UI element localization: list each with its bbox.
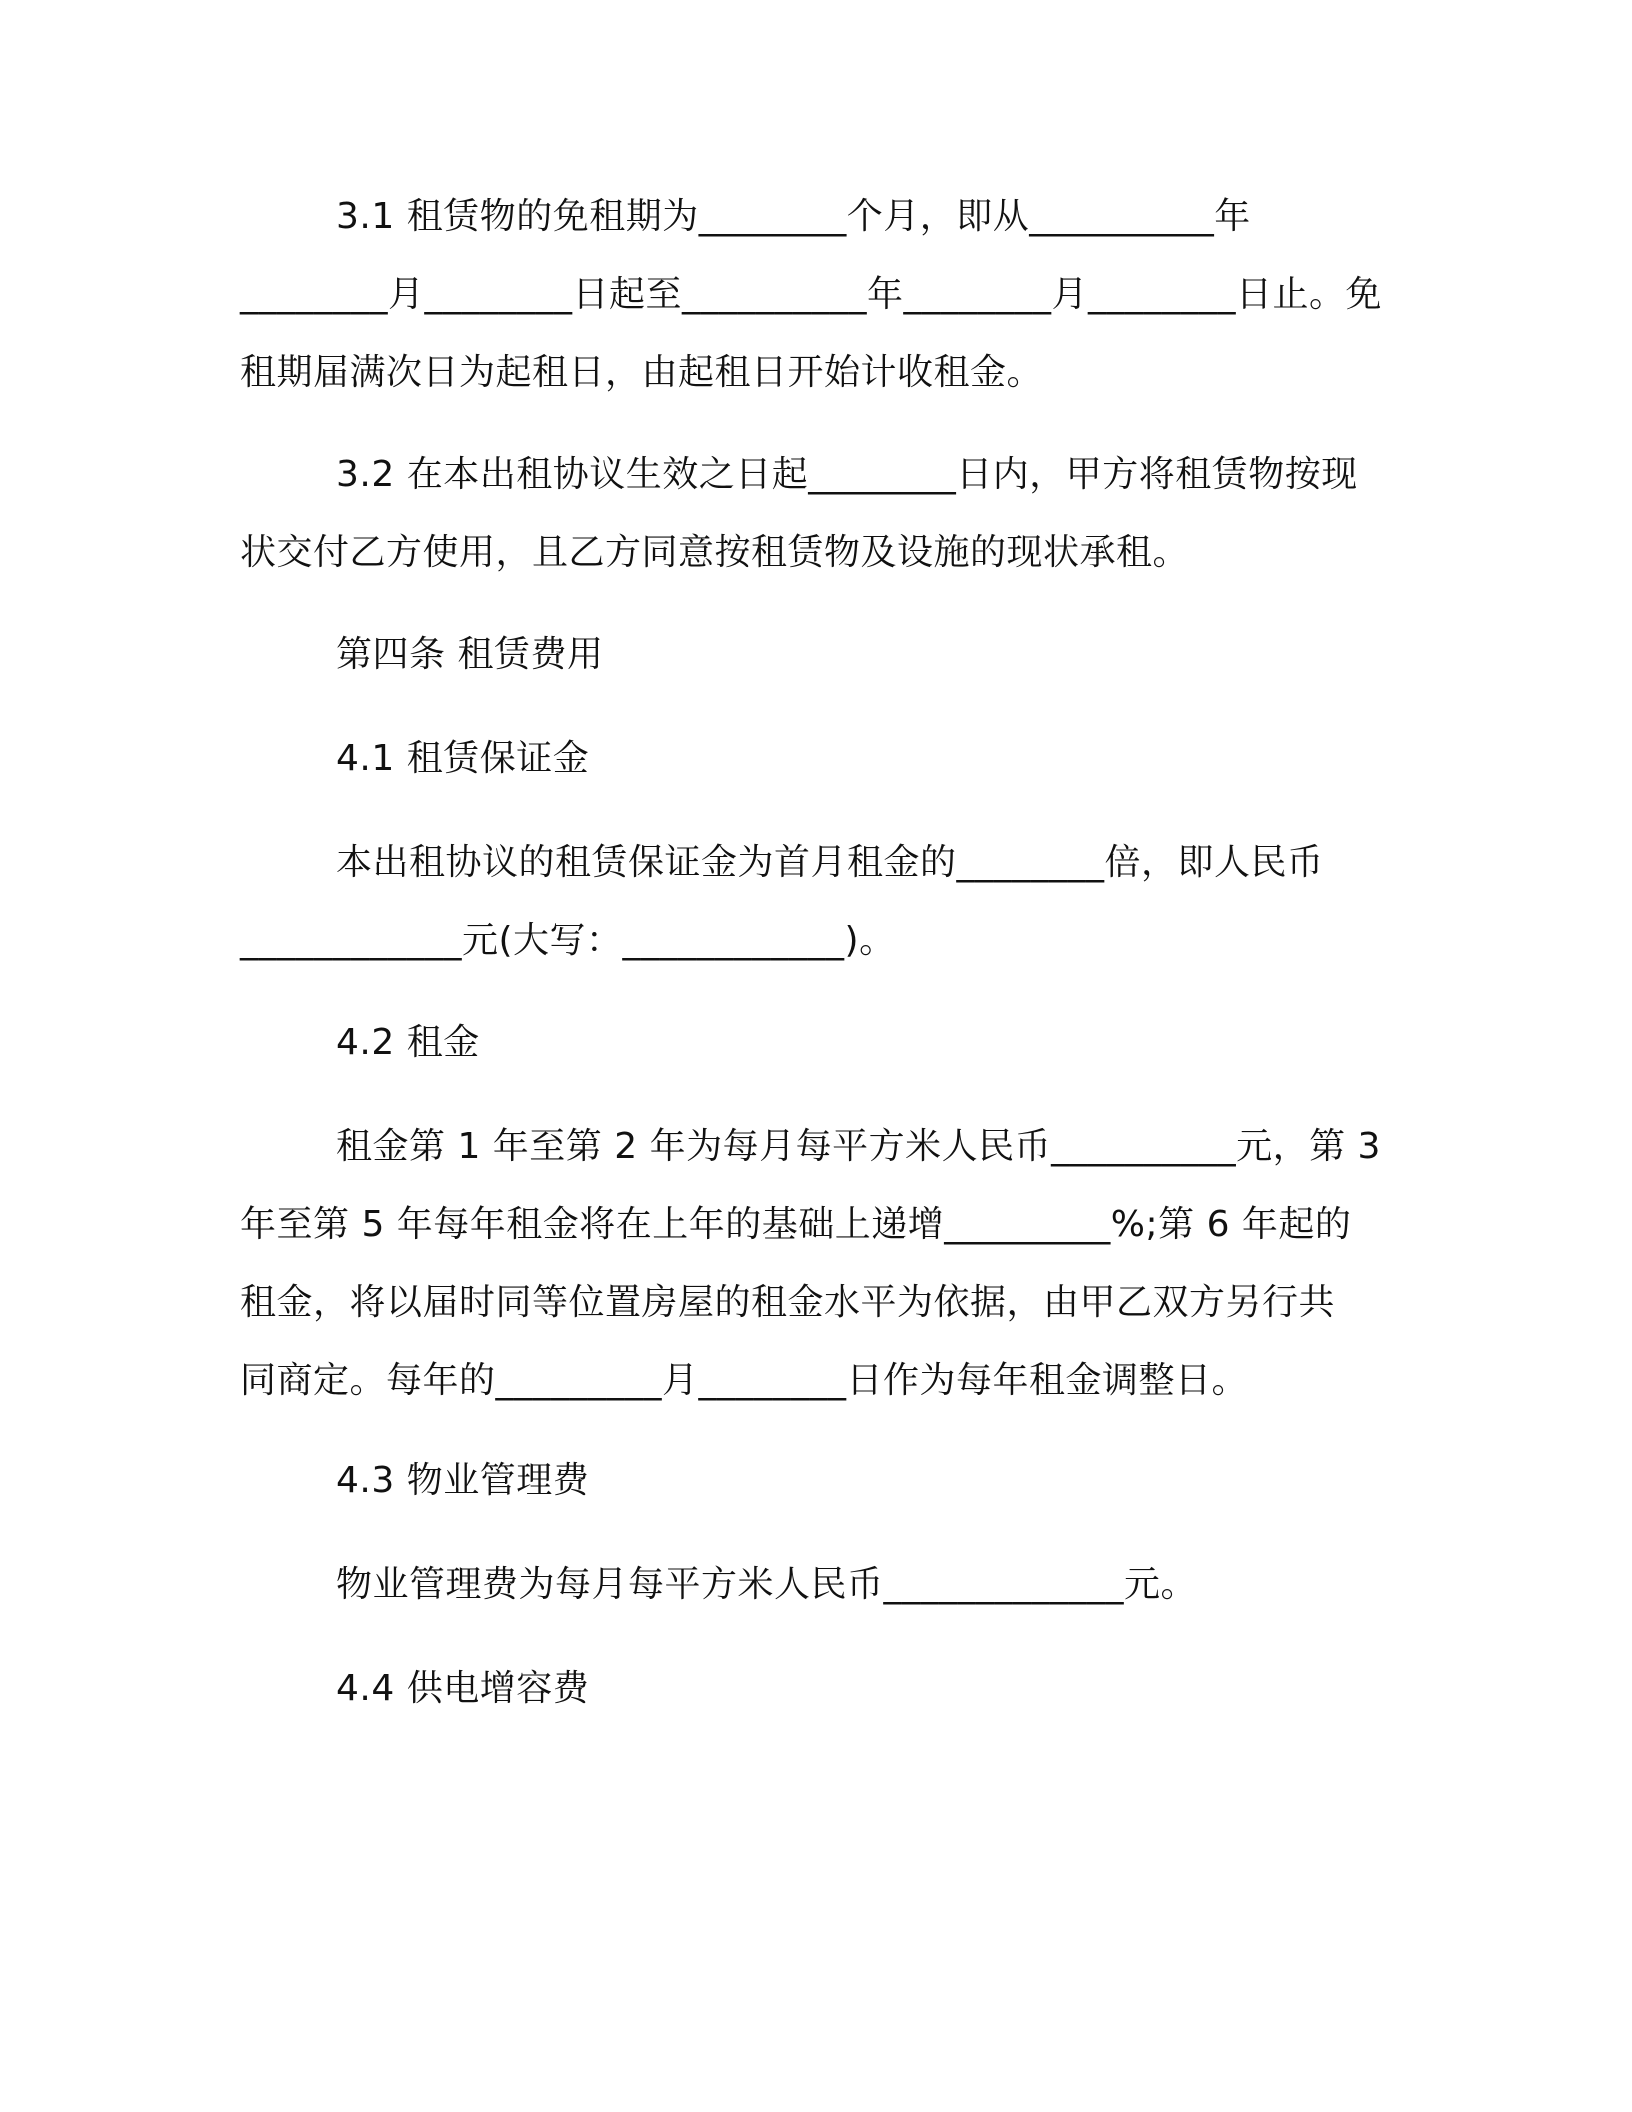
- article-4-title: 第四条 租赁费用: [336, 634, 604, 675]
- clause-4-4-title: 4.4 供电增容费: [336, 1668, 590, 1709]
- clause-4-2: [240, 1108, 1390, 1420]
- clause-3-2-line-2: 状交付乙方使用，且乙方同意按租赁物及设施的现状承租。: [240, 532, 1190, 573]
- clause-4-1-line-1: 本出租协议的租赁保证金为首月租金的________倍，即人民币: [336, 842, 1324, 883]
- clause-4-2-line-3: 租金，将以届时同等位置房屋的租金水平为依据，由甲乙双方另行共: [240, 1282, 1336, 1323]
- clause-4-3-line-1: 物业管理费为每月每平方米人民币_____________元。: [336, 1564, 1198, 1605]
- clause-3-2: [240, 436, 1390, 592]
- clause-4-2-line-4: 同商定。每年的_________月________日作为每年租金调整日。: [240, 1360, 1249, 1401]
- clause-4-1: [240, 824, 1390, 980]
- clause-4-3: [240, 1546, 1390, 1624]
- clause-4-2-line-2: 年至第 5 年每年租金将在上年的基础上递增_________%;第 6 年起的: [240, 1204, 1352, 1245]
- clause-4-2-line-1: 租金第 1 年至第 2 年为每月每平方米人民币__________元，第 3: [336, 1126, 1381, 1167]
- clause-3-1-line-2: ________月________日起至__________年________月________日止。免: [240, 274, 1383, 315]
- clause-3-1: [240, 178, 1390, 412]
- clause-3-1-line-1: 3.1 租赁物的免租期为________个月，即从__________年: [336, 196, 1251, 237]
- clause-4-3-title: 4.3 物业管理费: [336, 1460, 590, 1501]
- clause-4-1-line-2: ____________元(大写：____________)。: [240, 920, 896, 961]
- clause-4-1-title: 4.1 租赁保证金: [336, 738, 590, 779]
- clause-3-1-line-3: 租期届满次日为起租日，由起租日开始计收租金。: [240, 352, 1044, 393]
- clause-4-2-title: 4.2 租金: [336, 1022, 480, 1063]
- clause-3-2-line-1: 3.2 在本出租协议生效之日起________日内，甲方将租赁物按现: [336, 454, 1358, 495]
